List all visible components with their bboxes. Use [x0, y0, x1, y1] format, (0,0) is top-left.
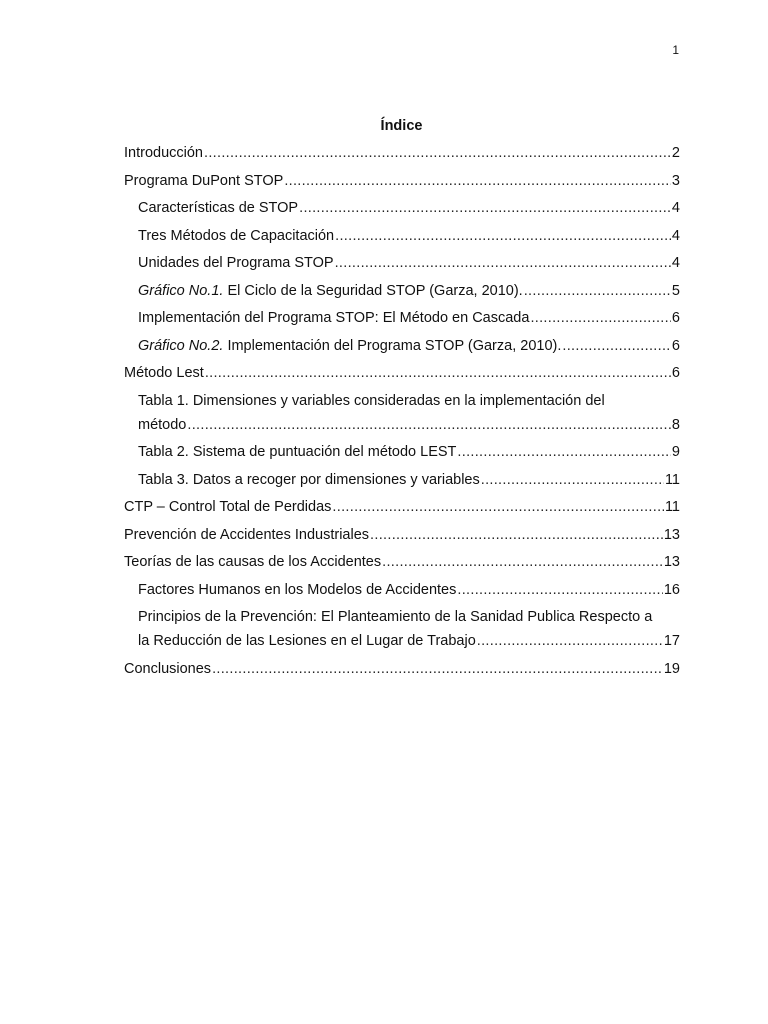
toc-entry-label: CTP – Control Total de Perdidas	[124, 499, 332, 515]
toc-page-number: 4	[671, 200, 680, 216]
toc-entry[interactable]	[124, 141, 680, 165]
toc-entry[interactable]	[124, 440, 680, 464]
toc-page-number: 19	[663, 660, 680, 677]
toc-page-number: 6	[671, 337, 680, 354]
toc-leader-dots	[457, 578, 662, 602]
toc-entry-figure-ref: Gráfico No.1.	[138, 282, 224, 299]
toc-page-number: 6	[671, 365, 680, 381]
toc-entry-label	[138, 279, 523, 303]
toc-entry[interactable]	[124, 495, 680, 519]
toc-entry-label: la Reducción de las Lesiones en el Lugar de Trabajo	[138, 633, 476, 649]
toc-entry[interactable]	[124, 389, 680, 437]
toc-entry[interactable]	[124, 550, 680, 574]
toc-entry-label: Prevención de Accidentes Industriales	[124, 526, 370, 543]
toc-entry-figure-ref: Gráfico No.2.	[138, 337, 224, 354]
toc-leader-dots	[457, 440, 671, 464]
toc-entry[interactable]	[124, 279, 680, 303]
toc-entry-label: Implementación del Programa STOP: El Método en Cascada	[138, 310, 530, 326]
toc-page-number: 11	[664, 471, 680, 488]
toc-leader-dots	[477, 629, 663, 653]
toc-entry-label-text: El Ciclo de la Seguridad STOP (Garza, 2010).	[223, 282, 523, 299]
toc-entry-label: Tabla 2. Sistema de puntuación del método LEST	[138, 444, 457, 460]
toc-entry-label: Tres Métodos de Capacitación	[138, 227, 335, 244]
toc-entry-label	[138, 334, 561, 358]
toc-page-number: 3	[671, 172, 680, 189]
toc-entry[interactable]	[124, 523, 680, 547]
toc-leader-dots	[205, 361, 671, 385]
toc-entry-label-line1: Tabla 1. Dimensiones y variables consideradas en la implementación del	[138, 392, 605, 409]
page-number: 1	[672, 43, 679, 57]
toc-entry[interactable]	[124, 334, 680, 358]
toc-entry-label: Introducción	[124, 145, 203, 161]
toc-entry-label: Tabla 3. Datos a recoger por dimensiones y variables	[138, 471, 480, 488]
table-of-contents	[124, 141, 680, 684]
toc-entry-label: Método Lest	[124, 365, 204, 381]
toc-entry[interactable]	[124, 306, 680, 330]
toc-entry[interactable]	[124, 468, 680, 492]
toc-page-number: 13	[663, 526, 680, 543]
toc-leader-dots	[370, 523, 663, 547]
toc-entry[interactable]	[124, 657, 680, 681]
toc-page-number: 4	[671, 255, 680, 271]
toc-leader-dots	[187, 413, 671, 437]
toc-leader-dots	[332, 495, 664, 519]
toc-entry[interactable]	[124, 251, 680, 275]
toc-page-number: 17	[663, 633, 680, 649]
toc-entry-label: Conclusiones	[124, 660, 212, 677]
toc-leader-dots	[562, 334, 671, 358]
toc-leader-dots	[530, 306, 670, 330]
toc-page-number: 11	[664, 499, 680, 515]
toc-leader-dots	[335, 224, 671, 248]
toc-entry-label-line1: Principios de la Prevención: El Planteamiento de la Sanidad Publica Respecto a	[138, 609, 653, 625]
toc-entry-label: Factores Humanos en los Modelos de Accidentes	[138, 581, 457, 598]
toc-page-number: 5	[671, 282, 680, 299]
toc-page-number: 16	[663, 581, 680, 598]
toc-leader-dots	[335, 251, 671, 275]
toc-leader-dots	[481, 468, 664, 492]
toc-entry[interactable]	[124, 196, 680, 220]
toc-entry-label: Teorías de las causas de los Accidentes	[124, 554, 382, 570]
toc-leader-dots	[524, 279, 671, 303]
toc-entry[interactable]	[124, 578, 680, 602]
toc-page-number: 9	[671, 444, 680, 460]
toc-page-number: 4	[671, 227, 680, 244]
toc-entry-label-text: Implementación del Programa STOP (Garza, 2010).	[223, 337, 562, 354]
toc-page-number: 6	[671, 310, 680, 326]
toc-entry-label: método	[138, 416, 187, 433]
toc-entry[interactable]	[124, 361, 680, 385]
toc-leader-dots	[382, 550, 663, 574]
toc-entry-label: Características de STOP	[138, 200, 299, 216]
toc-leader-dots	[284, 169, 671, 193]
toc-leader-dots	[212, 657, 663, 681]
toc-leader-dots	[299, 196, 671, 220]
toc-entry[interactable]	[124, 224, 680, 248]
toc-entry[interactable]	[124, 169, 680, 193]
toc-entry[interactable]	[124, 605, 680, 653]
toc-page-number: 8	[671, 416, 680, 433]
toc-page-number: 2	[671, 145, 680, 161]
toc-leader-dots	[204, 141, 671, 165]
toc-entry-label: Unidades del Programa STOP	[138, 255, 334, 271]
toc-entry-label: Programa DuPont STOP	[124, 172, 284, 189]
toc-title: Índice	[380, 118, 423, 134]
toc-page-number: 13	[663, 554, 680, 570]
